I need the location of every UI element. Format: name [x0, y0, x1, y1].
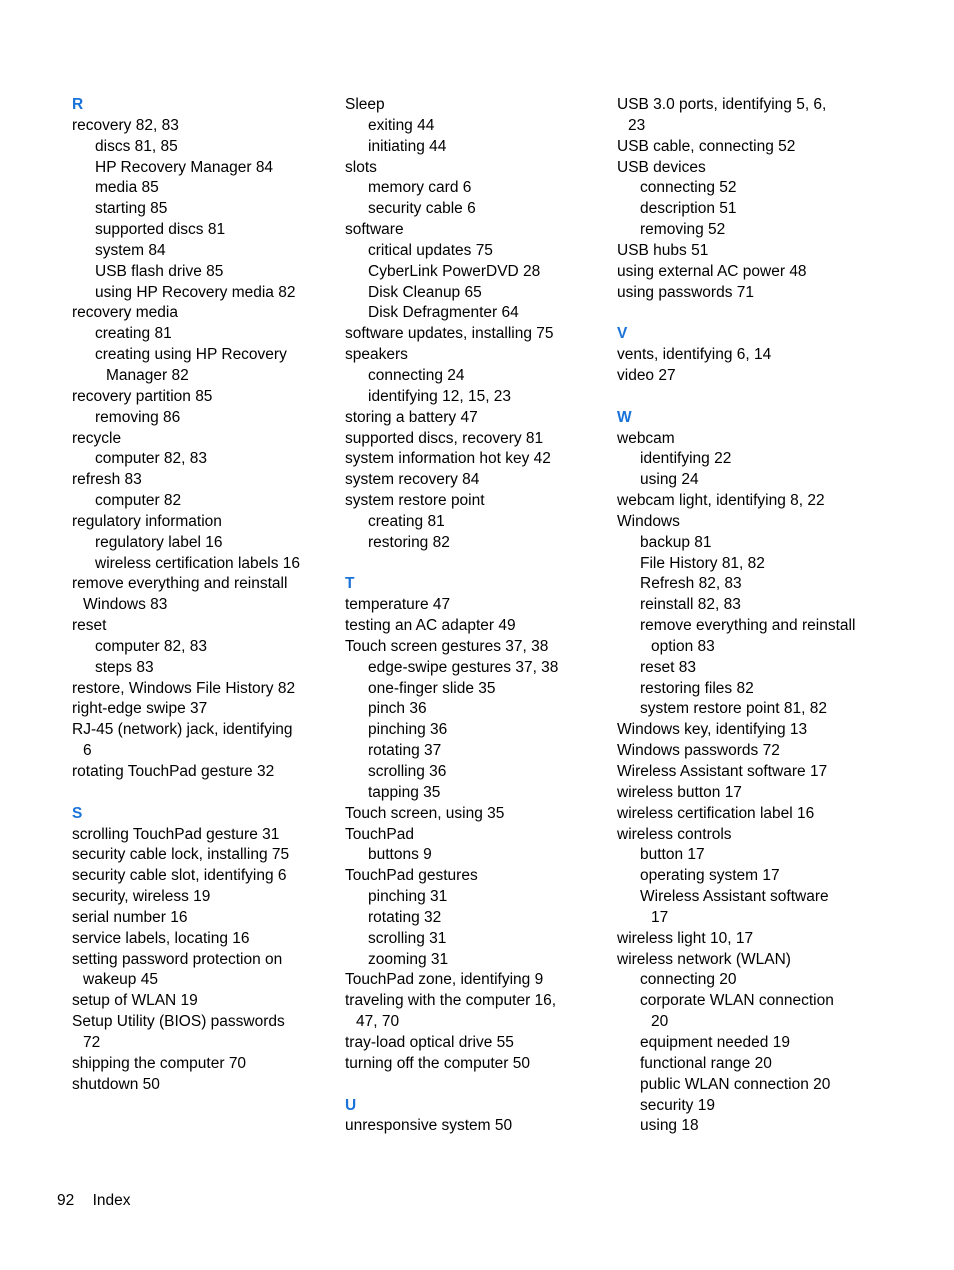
index-entry: restore, Windows File History 82: [72, 679, 296, 697]
index-entry: using external AC power 48: [617, 262, 807, 280]
index-entry: shutdown 50: [72, 1075, 160, 1093]
index-entry: operating system 17: [640, 867, 780, 885]
index-entry: wireless button 17: [617, 783, 742, 801]
index-entry: computer 82: [95, 492, 182, 510]
index-entry: temperature 47: [345, 596, 451, 614]
index-entry: Setup Utility (BIOS) passwords: [72, 1013, 285, 1031]
index-entry: computer 82, 83: [95, 450, 208, 468]
index-letter-heading: S: [72, 804, 83, 822]
index-entry: regulatory information: [72, 512, 222, 530]
index-entry: corporate WLAN connection: [640, 992, 834, 1010]
index-entry: service labels, locating 16: [72, 929, 250, 947]
section-spacer: [72, 783, 334, 804]
index-entry: TouchPad gestures: [345, 867, 478, 885]
index-entry: wireless certification labels 16: [95, 554, 301, 572]
index-column-2: [345, 95, 607, 1137]
index-entry: CyberLink PowerDVD 28: [368, 262, 541, 280]
index-entry: traveling with the computer 16,: [345, 992, 557, 1010]
index-entry: computer 82, 83: [95, 637, 208, 655]
index-entry: Refresh 82, 83: [640, 575, 742, 593]
index-entry: slots: [345, 158, 377, 176]
index-entry: rotating 37: [368, 742, 442, 760]
index-entry: security 19: [640, 1096, 715, 1114]
index-entry: 6: [83, 742, 92, 760]
index-letter-heading: U: [345, 1096, 357, 1114]
index-entry: File History 81, 82: [640, 554, 765, 572]
index-entry: functional range 20: [640, 1054, 772, 1072]
index-entry: connecting 20: [640, 971, 737, 989]
index-entry: button 17: [640, 846, 705, 864]
index-entry: 20: [651, 1013, 669, 1031]
index-entry: storing a battery 47: [345, 408, 478, 426]
index-entry: scrolling 36: [368, 763, 447, 780]
index-entry: software: [345, 221, 404, 239]
index-entry: restoring 82: [368, 533, 450, 551]
index-entry: video 27: [617, 366, 676, 384]
index-entry: serial number 16: [72, 908, 188, 926]
index-entry: 17: [651, 908, 669, 926]
index-entry: remove everything and reinstall: [72, 575, 288, 593]
index-entry: tapping 35: [368, 783, 441, 801]
index-entry: security, wireless 19: [72, 888, 211, 906]
index-entry: Windows passwords 72: [617, 742, 780, 760]
index-letter-heading: W: [617, 408, 632, 426]
index-entry: equipment needed 19: [640, 1033, 790, 1051]
index-entry: wireless network (WLAN): [617, 950, 791, 968]
index-entry: starting 85: [95, 200, 168, 218]
index-entry: unresponsive system 50: [345, 1117, 513, 1135]
index-entry: pinching 31: [368, 888, 448, 906]
index-entry: edge-swipe gestures 37, 38: [368, 658, 559, 676]
page-footer: [57, 1191, 144, 1211]
index-entry: discs 81, 85: [95, 137, 178, 155]
index-entry: system 84: [95, 241, 166, 259]
index-entry: one-finger slide 35: [368, 679, 496, 697]
section-spacer: [345, 554, 607, 575]
index-entry: recovery partition 85: [72, 387, 213, 405]
index-column-3: [617, 95, 879, 1137]
index-entry: restoring files 82: [640, 679, 754, 697]
index-entry: using 24: [640, 471, 699, 489]
index-entry: buttons 9: [368, 846, 432, 864]
index-entry: Windows: [617, 512, 680, 530]
index-letter-heading: T: [345, 575, 355, 593]
index-entry: reinstall 82, 83: [640, 596, 741, 614]
footer-section-title: Index: [92, 1192, 131, 1209]
index-entry: RJ-45 (network) jack, identifying: [72, 721, 293, 739]
index-entry: webcam light, identifying 8, 22: [617, 492, 825, 510]
index-entry: Disk Defragmenter 64: [368, 304, 519, 322]
index-entry: security cable slot, identifying 6: [72, 867, 287, 885]
index-entry: zooming 31: [368, 950, 449, 968]
index-entry: creating 81: [95, 325, 172, 343]
index-entry: using passwords 71: [617, 283, 754, 301]
index-entry: 23: [628, 116, 646, 134]
index-entry: supported discs 81: [95, 221, 226, 239]
index-entry: USB hubs 51: [617, 241, 709, 259]
index-entry: critical updates 75: [368, 241, 493, 259]
index-entry: HP Recovery Manager 84: [95, 158, 274, 176]
index-entry: reset: [72, 617, 107, 635]
index-entry: turning off the computer 50: [345, 1054, 530, 1072]
index-letter-heading: R: [72, 96, 84, 113]
index-entry: pinching 36: [368, 721, 448, 739]
index-entry: system information hot key 42: [345, 450, 551, 468]
index-entry: backup 81: [640, 533, 712, 551]
section-spacer: [617, 303, 879, 324]
index-entry: Touch screen, using 35: [345, 804, 505, 822]
index-entry: media 85: [95, 179, 159, 197]
index-entry: Sleep: [345, 96, 385, 113]
index-entry: shipping the computer 70: [72, 1054, 247, 1072]
index-entry: Wireless Assistant software 17: [617, 763, 828, 780]
index-entry: Manager 82: [106, 366, 189, 384]
index-entry: 72: [83, 1033, 101, 1051]
index-entry: tray-load optical drive 55: [345, 1033, 514, 1051]
index-entry: TouchPad: [345, 825, 414, 843]
section-spacer: [345, 1075, 607, 1096]
section-spacer: [617, 387, 879, 408]
index-entry: system recovery 84: [345, 471, 480, 489]
index-entry: recycle: [72, 429, 122, 447]
index-entry: speakers: [345, 346, 408, 364]
index-entry: Windows key, identifying 13: [617, 721, 808, 739]
index-entry: Touch screen gestures 37, 38: [345, 637, 549, 655]
index-entry: exiting 44: [368, 116, 435, 134]
index-entry: supported discs, recovery 81: [345, 429, 544, 447]
index-entry: USB 3.0 ports, identifying 5, 6,: [617, 96, 827, 113]
index-entry: wireless certification label 16: [617, 804, 815, 822]
index-entry: recovery 82, 83: [72, 116, 179, 134]
index-entry: refresh 83: [72, 471, 142, 489]
index-entry: system restore point: [345, 492, 485, 510]
index-entry: connecting 24: [368, 366, 465, 384]
index-entry: memory card 6: [368, 179, 472, 197]
index-entry: scrolling TouchPad gesture 31: [72, 825, 280, 843]
index-entry: software updates, installing 75: [345, 325, 554, 343]
index-entry: setting password protection on: [72, 950, 283, 968]
index-entry: Wireless Assistant software: [640, 888, 829, 906]
index-letter-heading: V: [617, 325, 628, 343]
index-entry: reset 83: [640, 658, 697, 676]
index-entry: security cable lock, installing 75: [72, 846, 290, 864]
index-entry: public WLAN connection 20: [640, 1075, 831, 1093]
index-entry: removing 52: [640, 221, 726, 239]
index-entry: vents, identifying 6, 14: [617, 346, 772, 364]
index-entry: rotating TouchPad gesture 32: [72, 763, 275, 780]
index-entry: initiating 44: [368, 137, 447, 155]
page-number: 92: [57, 1192, 75, 1209]
index-entry: identifying 12, 15, 23: [368, 387, 512, 405]
index-entry: using HP Recovery media 82: [95, 283, 296, 301]
index-entry: steps 83: [95, 658, 154, 676]
index-entry: remove everything and reinstall: [640, 617, 856, 635]
index-entry: description 51: [640, 200, 737, 218]
index-entry: USB cable, connecting 52: [617, 137, 796, 155]
index-entry: webcam: [617, 429, 675, 447]
index-entry: rotating 32: [368, 908, 442, 926]
index-entry: 47, 70: [356, 1013, 400, 1031]
index-entry: using 18: [640, 1117, 699, 1135]
index-entry: connecting 52: [640, 179, 737, 197]
index-entry: creating using HP Recovery: [95, 346, 287, 364]
index-entry: wireless light 10, 17: [617, 929, 754, 947]
index-entry: security cable 6: [368, 200, 476, 218]
index-entry: creating 81: [368, 512, 445, 530]
index-entry: regulatory label 16: [95, 533, 223, 551]
index-entry: setup of WLAN 19: [72, 992, 198, 1010]
index-entry: USB devices: [617, 158, 706, 176]
index-entry: identifying 22: [640, 450, 732, 468]
index-entry: system restore point 81, 82: [640, 700, 827, 718]
index-entry: testing an AC adapter 49: [345, 617, 516, 635]
index-entry: removing 86: [95, 408, 181, 426]
index-entry: USB flash drive 85: [95, 262, 224, 280]
index-entry: pinch 36: [368, 700, 427, 718]
index-entry: option 83: [651, 637, 715, 655]
index-entry: scrolling 31: [368, 929, 447, 947]
index-entry: wakeup 45: [83, 971, 158, 989]
index-entry: wireless controls: [617, 825, 732, 843]
index-entry: TouchPad zone, identifying 9: [345, 971, 544, 989]
index-entry: Disk Cleanup 65: [368, 283, 482, 301]
index-entry: right-edge swipe 37: [72, 700, 208, 718]
index-entry: recovery media: [72, 304, 178, 322]
index-column-1: [72, 95, 334, 1096]
index-entry: Windows 83: [83, 596, 168, 614]
